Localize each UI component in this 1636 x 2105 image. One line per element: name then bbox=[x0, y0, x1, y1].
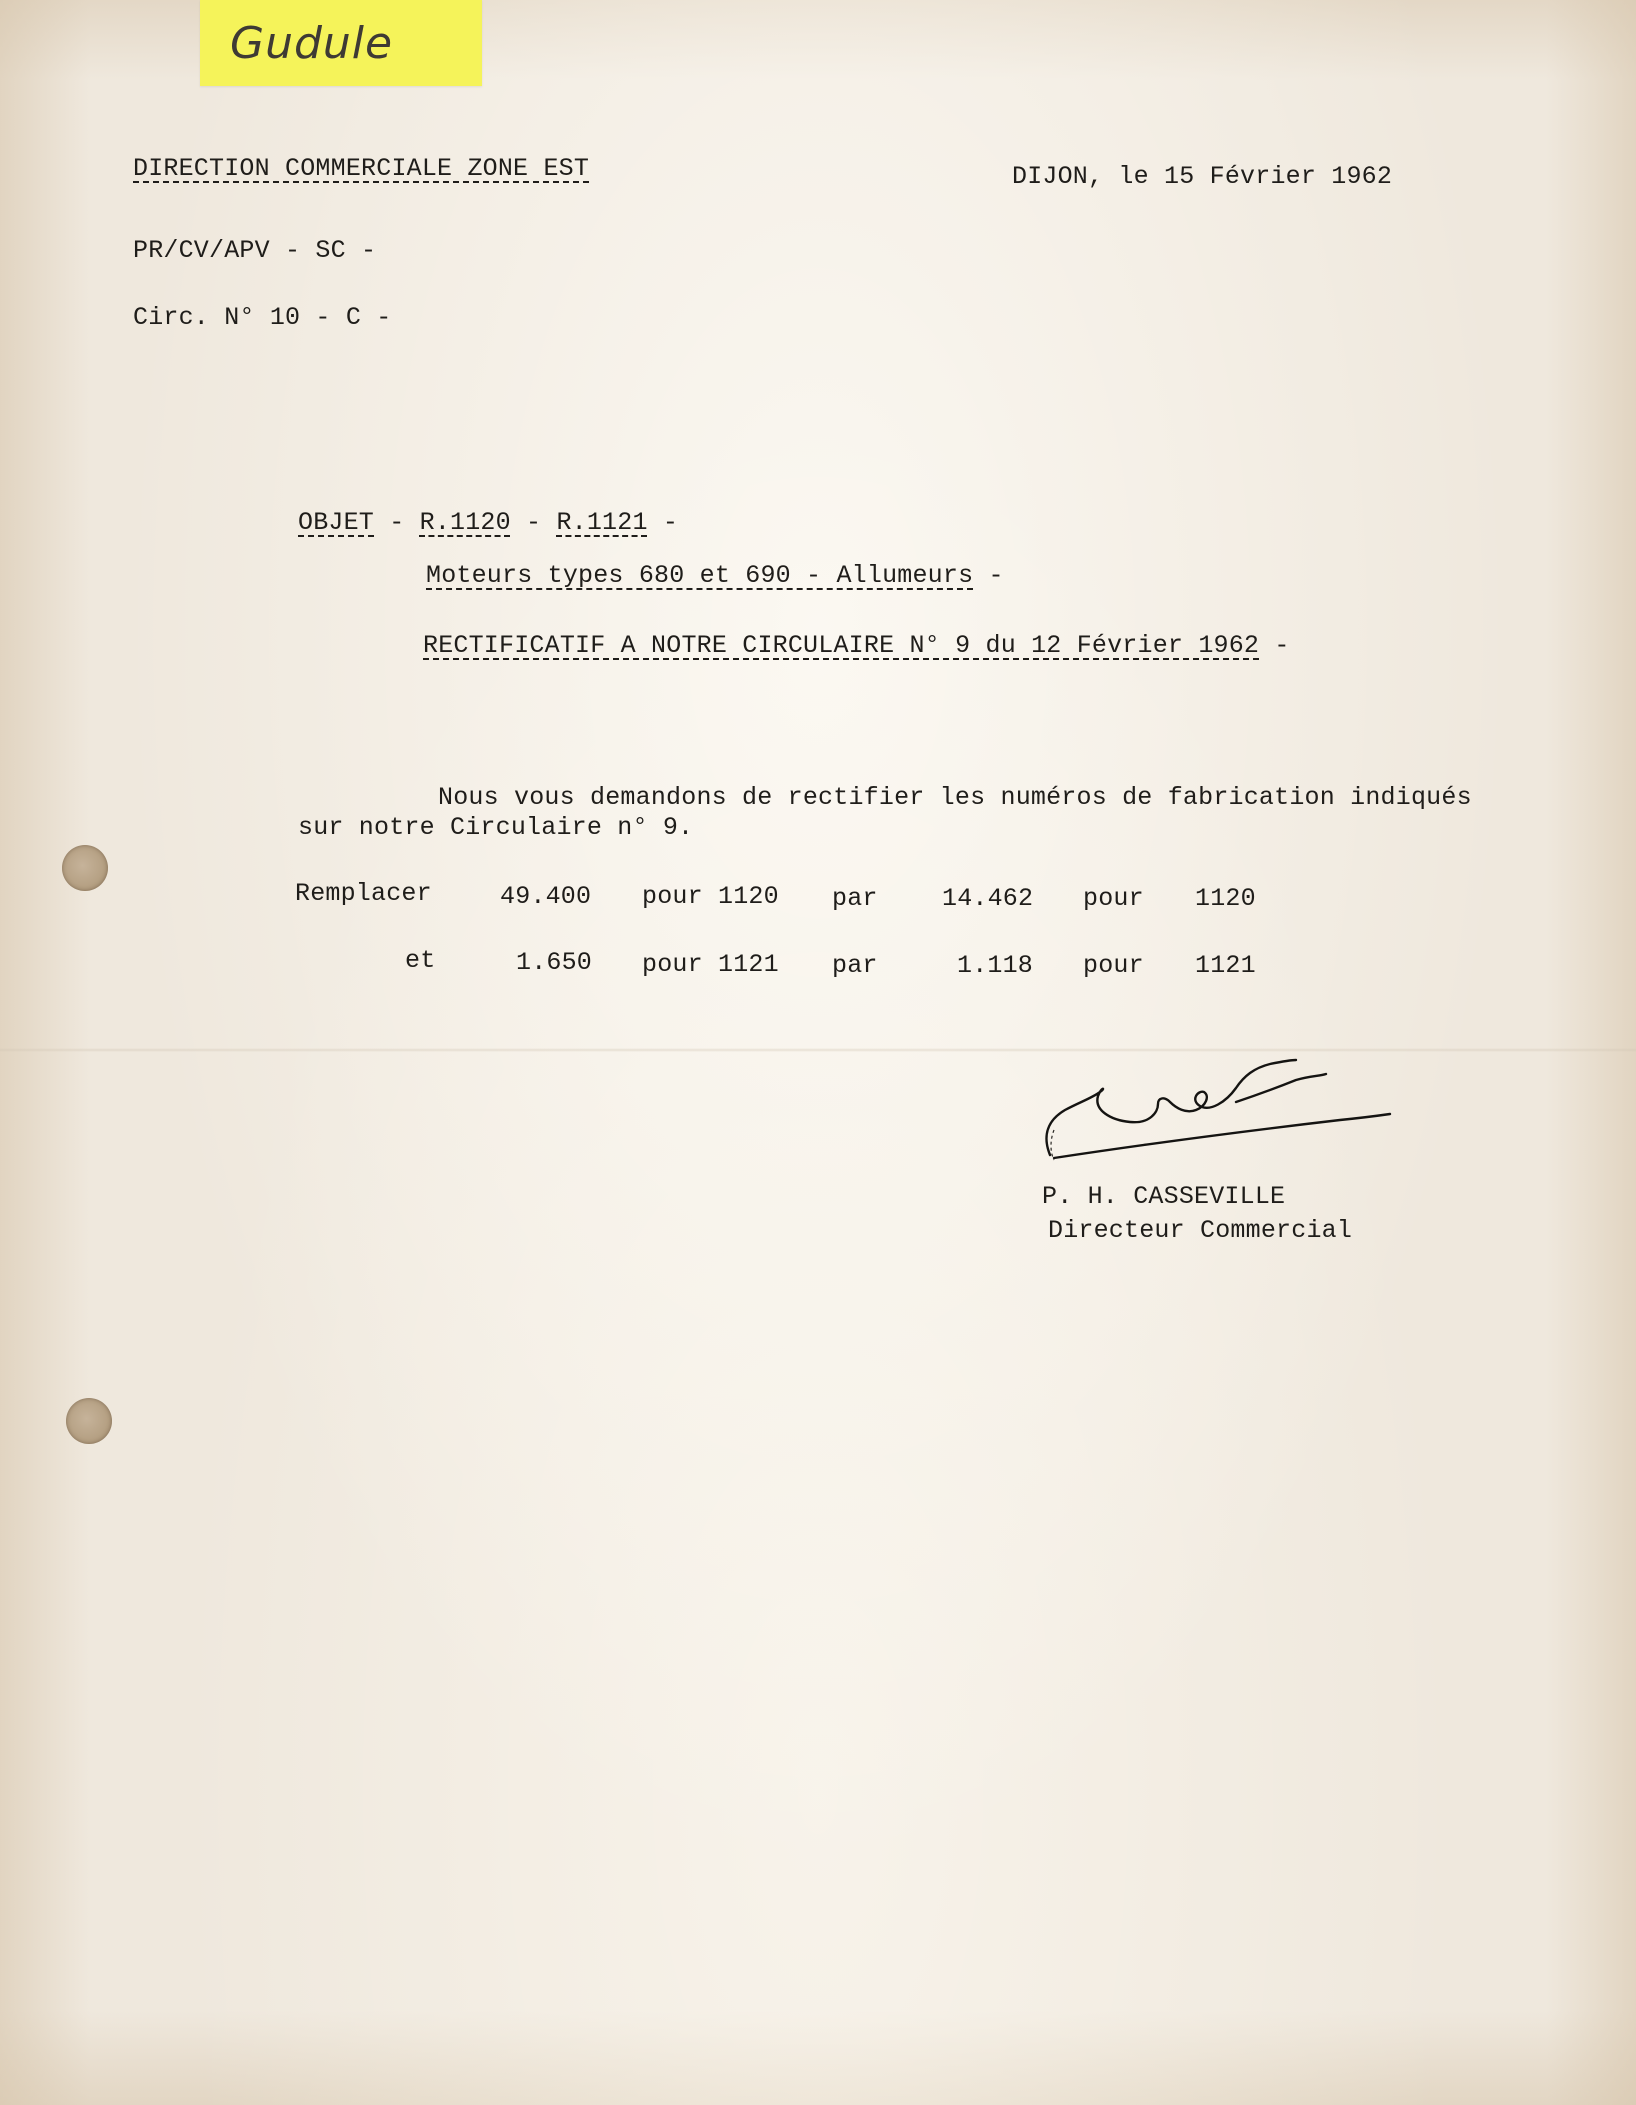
subject-line-3 bbox=[423, 631, 1290, 660]
subject-separator: - bbox=[662, 508, 679, 537]
signatory-title: Directeur Commercial bbox=[1048, 1216, 1353, 1245]
correction-row-1-lead: Remplacer bbox=[295, 879, 432, 908]
punch-hole-top bbox=[62, 845, 108, 891]
signatory-name: P. H. CASSEVILLE bbox=[1042, 1182, 1286, 1211]
correction-row-1-par: par bbox=[832, 884, 878, 913]
subject-ref-1121: R.1121 bbox=[556, 508, 648, 537]
sticky-note-text: Gudule bbox=[230, 18, 394, 69]
correction-row-1-old-number: 49.400 bbox=[500, 882, 592, 911]
subject-separator: - bbox=[526, 508, 542, 537]
correction-row-2-old-for: pour 1121 bbox=[642, 950, 779, 979]
correction-row-2-old-number: 1.650 bbox=[516, 948, 593, 977]
place-date: DIJON, le 15 Février 1962 bbox=[1012, 162, 1393, 191]
correction-row-2-new-pour: pour bbox=[1083, 951, 1144, 980]
correction-row-2-par: par bbox=[832, 951, 878, 980]
correction-row-1-new-model: 1120 bbox=[1195, 884, 1256, 913]
subject-label: OBJET bbox=[298, 508, 375, 537]
subject-separator: - bbox=[389, 508, 405, 537]
department-heading: DIRECTION COMMERCIALE ZONE EST bbox=[133, 154, 590, 183]
body-paragraph-line-2: sur notre Circulaire n° 9. bbox=[298, 813, 694, 842]
reference-code: PR/CV/APV - SC - bbox=[133, 236, 377, 265]
correction-row-1-old-for: pour 1120 bbox=[642, 882, 779, 911]
body-paragraph-line-1: Nous vous demandons de rectifier les numéros de fabrication indiqués bbox=[438, 783, 1472, 812]
subject-ref-1120: R.1120 bbox=[419, 508, 511, 537]
punch-hole-bottom bbox=[66, 1398, 112, 1444]
correction-row-2-new-model: 1121 bbox=[1195, 951, 1256, 980]
subject-engines-text: Moteurs types 680 et 690 - Allumeurs bbox=[426, 561, 974, 590]
correction-row-2-new-number: 1.118 bbox=[957, 951, 1034, 980]
subject-rectification-text: RECTIFICATIF A NOTRE CIRCULAIRE N° 9 du 12 Février 1962 bbox=[423, 631, 1260, 660]
correction-row-1-new-pour: pour bbox=[1083, 884, 1144, 913]
correction-row-1-new-number: 14.462 bbox=[942, 884, 1034, 913]
subject-line-2 bbox=[426, 561, 1004, 590]
correction-row-2-lead: et bbox=[405, 946, 436, 975]
circular-number: Circ. N° 10 - C - bbox=[133, 303, 392, 332]
subject-separator: - bbox=[988, 561, 1004, 590]
subject-separator: - bbox=[1274, 631, 1290, 660]
subject-line-1 bbox=[298, 508, 678, 537]
handwritten-signature bbox=[1040, 1030, 1420, 1170]
